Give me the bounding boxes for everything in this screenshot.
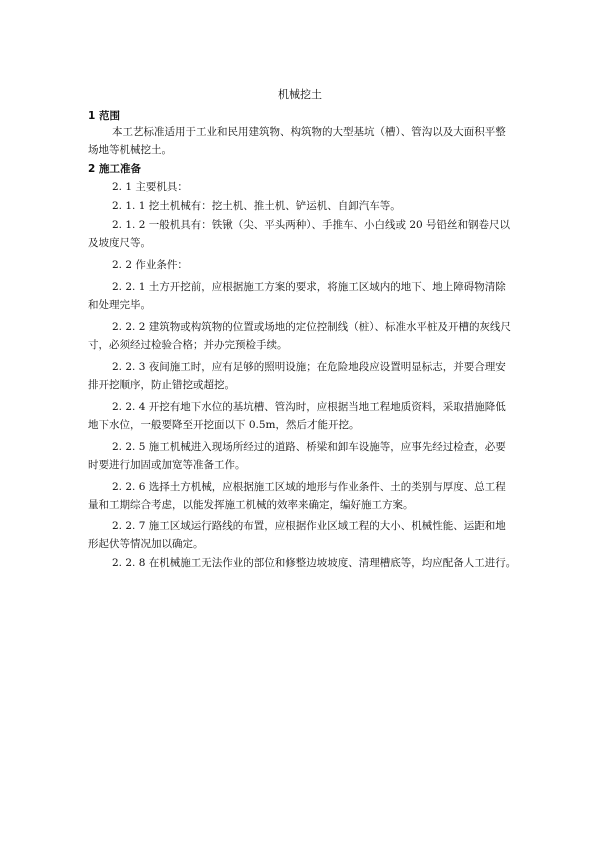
section-heading-2: 2 施工准备 — [88, 163, 141, 175]
paragraph-line: 2. 1. 2 一般机具有：铁锹（尖、平头两种）、手推车、小白线或 20 号铅丝和钢卷尺以 — [112, 219, 511, 231]
paragraph-line: 2. 2. 6 选择土方机械，应根据施工区域的地形与作业条件、土的类别与厚度、总工程 — [112, 481, 506, 493]
paragraph-line: 2. 2. 4 开挖有地下水位的基坑槽、管沟时，应根据当地工程地质资料，采取措施降低 — [112, 401, 506, 413]
paragraph-line: 排开挖顺序，防止错挖或超挖。 — [88, 379, 235, 391]
paragraph-line: 和处理完毕。 — [88, 299, 151, 311]
paragraph-line: 2. 2. 3 夜间施工时，应有足够的照明设施；在危险地段应设置明显标志，并要合理安 — [112, 361, 506, 373]
paragraph-line: 2. 2. 5 施工机械进入现场所经过的道路、桥梁和卸车设施等，应事先经过检查，必要 — [112, 441, 506, 453]
section-heading-1: 1 范围 — [88, 110, 120, 122]
paragraph-line: 2. 2 作业条件： — [112, 259, 188, 271]
paragraph-line: 2. 1 主要机具： — [112, 181, 188, 193]
paragraph-line: 本工艺标准适用于工业和民用建筑物、构筑物的大型基坑（槽）、管沟以及大面积平整 — [112, 126, 506, 138]
paragraph-line: 寸，必须经过检验合格；并办完预检手续。 — [88, 339, 288, 351]
paragraph-line: 场地等机械挖土。 — [88, 144, 172, 156]
paragraph-line: 及坡度尺等。 — [88, 237, 151, 249]
page-title: 机械挖土 — [278, 88, 322, 101]
paragraph-line: 2. 2. 7 施工区域运行路线的布置，应根据作业区域工程的大小、机械性能、运距和地 — [112, 520, 506, 532]
paragraph-line: 形起伏等情况加以确定。 — [88, 538, 204, 550]
paragraph-line: 地下水位，一般要降至开挖面以下 0.5m，然后才能开挖。 — [88, 419, 360, 431]
paragraph-line: 时要进行加固或加宽等准备工作。 — [88, 459, 246, 471]
paragraph-line: 2. 2. 1 土方开挖前，应根据施工方案的要求，将施工区域内的地下、地上障碍物清除 — [112, 281, 506, 293]
paragraph-line: 2. 1. 1 挖土机械有：挖土机、推土机、铲运机、自卸汽车等。 — [112, 200, 401, 212]
paragraph-line: 量和工期综合考虑，以能发挥施工机械的效率来确定，编好施工方案。 — [88, 499, 414, 511]
paragraph-line: 2. 2. 8 在机械施工无法作业的部位和修整边坡坡度、清理槽底等，均应配备人工进行。 — [112, 557, 517, 569]
paragraph-line: 2. 2. 2 建筑物或构筑物的位置或场地的定位控制线（桩）、标准水平桩及开槽的灰线尺 — [112, 321, 511, 333]
